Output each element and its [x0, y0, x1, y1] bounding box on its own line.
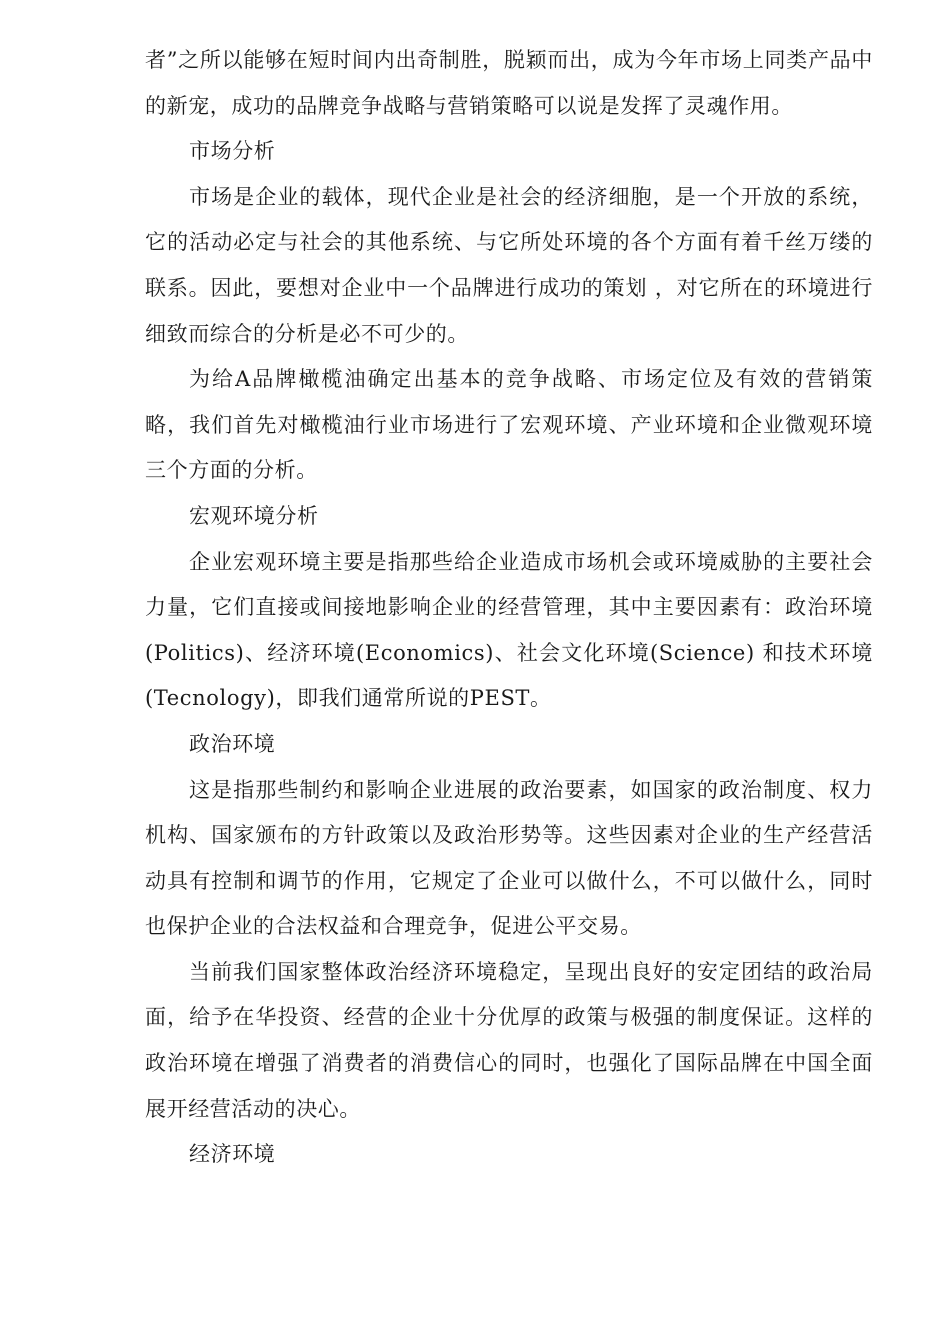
section-heading-market-analysis: 市场分析: [189, 139, 276, 164]
paragraph-market-carrier: 市场是企业的载体，现代企业是社会的经济细胞，是一个开放的系统，它的活动必定与社会的其他系统、与它所处环境的各个方面有着千丝万缕的联系。因此，要想对企业中一个品牌进行成功的策划 ，对它所在的环境进行细致而综合的分析是必不可少的。: [145, 184, 873, 346]
paragraph-political-factors: 这是指那些制约和影响企业进展的政治要素，如国家的政治制度、权力机构、国家颁布的方针政策以及政治形势等。这些因素对企业的生产经营活动具有控制和调节的作用，它规定了企业可以做什么，不可以做什么，同时也保护企业的合法权益和合理竞争，促进公平交易。: [145, 777, 873, 939]
paragraph-brand-strategy: 为给A品牌橄榄油确定出基本的竞争战略、市场定位及有效的营销策略，我们首先对橄榄油行业市场进行了宏观环境、产业环境和企业微观环境三个方面的分析。: [145, 367, 873, 483]
section-heading-macro-environment: 宏观环境分析: [189, 503, 319, 528]
section-heading-economic-environment: 经济环境: [189, 1142, 276, 1167]
document-page: [145, 38, 873, 1178]
paragraph-pest: 企业宏观环境主要是指那些给企业造成市场机会或环境威胁的主要社会力量，它们直接或间接地影响企业的经营管理，其中主要因素有：政治环境(Politics)、经济环境(Economics)、社会文化环境(Science) 和技术环境(Tecnology)，即我们通常所说的PEST。: [145, 549, 873, 711]
section-heading-political-environment: 政治环境: [189, 731, 276, 756]
paragraph-political-stability: 当前我们国家整体政治经济环境稳定，呈现出良好的安定团结的政治局面，给予在华投资、经营的企业十分优厚的政策与极强的制度保证。这样的政治环境在增强了消费者的消费信心的同时，也强化了国际品牌在中国全面展开经营活动的决心。: [145, 959, 873, 1121]
paragraph-intro-continuation: 者”之所以能够在短时间内出奇制胜，脱颖而出，成为今年市场上同类产品中的新宠，成功的品牌竞争战略与营销策略可以说是发挥了灵魂作用。: [145, 48, 873, 118]
